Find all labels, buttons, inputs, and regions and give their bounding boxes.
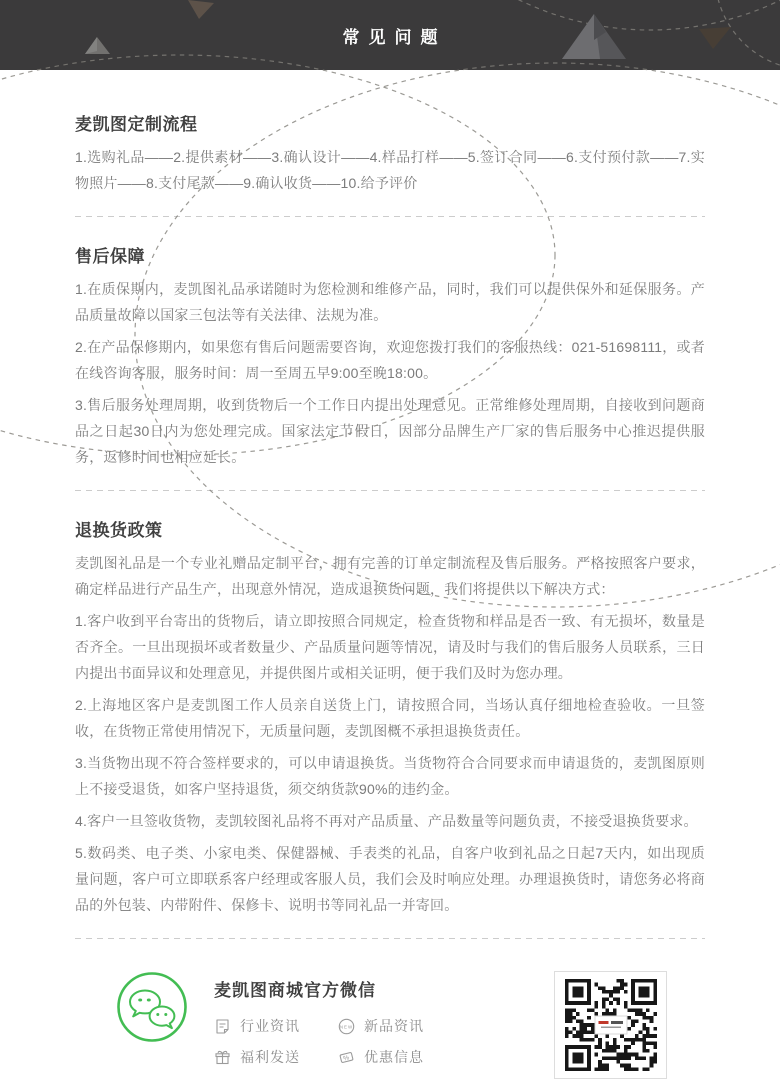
section-heading-returns: 退换货政策 xyxy=(75,521,163,540)
dashed-divider xyxy=(75,490,705,491)
section-aftersale xyxy=(75,242,705,470)
footer-item-label: 行业资讯 xyxy=(240,1018,300,1034)
footer-item-label: 优惠信息 xyxy=(364,1049,424,1065)
dashed-divider xyxy=(75,938,705,939)
section-returns xyxy=(75,516,705,918)
process-steps-text: 1.选购礼品——2.提供素材——3.确认设计——4.样品打样——5.签订合同——6.支付预付款——7.实物照片——8.支付尾款——9.确认收货——10.给予评价 xyxy=(75,149,705,191)
gift-icon xyxy=(214,1049,231,1066)
wechat-info xyxy=(214,969,424,1067)
wechat-title: 麦凯图商城官方微信 xyxy=(214,981,376,1000)
footer-item-benefits xyxy=(214,1047,300,1067)
wechat-feature-grid xyxy=(214,1016,424,1067)
qr-code xyxy=(554,971,667,1079)
page-title: 常见问题 xyxy=(342,27,447,47)
returns-item-3: 3.当货物出现不符合签样要求的，可以申请退换货。当货物符合合同要求而申请退货的，麦凯图原则上不接受退货，如客户坚持退货，须交纳货款90%的违约金。 xyxy=(75,755,705,797)
section-heading-process: 麦凯图定制流程 xyxy=(75,115,198,134)
new-badge-icon xyxy=(338,1018,355,1035)
returns-intro: 麦凯图礼品是一个专业礼赠品定制平台，拥有完善的订单定制流程及售后服务。严格按照客户要求，确定样品进行产品生产，出现意外情况，造成退换货问题，我们将提供以下解决方式： xyxy=(75,555,705,597)
wechat-icon xyxy=(115,969,189,1045)
coupon-icon xyxy=(338,1049,355,1066)
aftersale-item-2: 2.在产品保修期内，如果您有售后问题需要咨询，欢迎您拨打我们的客服热线：021-51698111，或者在线咨询客服，服务时间：周一至周五早9:00至晚18:00。 xyxy=(75,339,705,381)
footer-item-label: 福利发送 xyxy=(240,1049,300,1065)
returns-item-4: 4.客户一旦签收货物，麦凯较图礼品将不再对产品质量、产品数量等问题负责，不接受退换货要求。 xyxy=(75,813,698,829)
footer-item-discounts xyxy=(338,1047,424,1067)
aftersale-item-1: 1.在质保期内，麦凯图礼品承诺随时为您检测和维修产品，同时，我们可以提供保外和延保服务。产品质量故障以国家三包法等有关法律、法规为准。 xyxy=(75,281,705,323)
wechat-footer xyxy=(75,969,705,1079)
footer-item-industry-news xyxy=(214,1016,300,1036)
section-heading-aftersale: 售后保障 xyxy=(75,247,145,266)
dashed-divider xyxy=(75,216,705,217)
footer-item-new-products xyxy=(338,1016,424,1036)
returns-item-5: 5.数码类、电子类、小家电类、保健器械、手表类的礼品，自客户收到礼品之日起7天内，如出现质量问题，客户可立即联系客户经理或客服人员，我们会及时响应处理。办理退换货时，请您务必将商品的外包装、内带附件、保修卡、说明书等同礼品一并寄回。 xyxy=(75,845,705,913)
page-header xyxy=(0,0,780,70)
returns-item-1: 1.客户收到平台寄出的货物后，请立即按照合同规定，检查货物和样品是否一致、有无损坏，数量是否齐全。一旦出现损坏或者数量少、产品质量问题等情况，请及时与我们的售后服务人员联系，三日内提出书面异议和处理意见，并提供图片或相关证明，便于我们及时为您办理。 xyxy=(75,613,705,681)
content-area xyxy=(0,110,780,1079)
svg-text:NEW: NEW xyxy=(339,1023,354,1029)
returns-item-2: 2.上海地区客户是麦凯图工作人员亲自送货上门，请按照合同，当场认真仔细地检查验收。一旦签收，在货物正常使用情况下，无质量问题，麦凯图概不承担退换货责任。 xyxy=(75,697,705,739)
footer-item-label: 新品资讯 xyxy=(364,1018,424,1034)
news-doc-icon xyxy=(214,1018,231,1035)
section-custom-process xyxy=(75,110,705,196)
svg-text:%: % xyxy=(342,1053,351,1063)
aftersale-item-3: 3.售后服务处理周期，收到货物后一个工作日内提出处理意见。正常维修处理周期，自接收到问题商品之日起30日内为您处理完成。国家法定节假日，因部分品牌生产厂家的售后服务中心推迟提供服务，返修时间也相应延长。 xyxy=(75,397,705,465)
